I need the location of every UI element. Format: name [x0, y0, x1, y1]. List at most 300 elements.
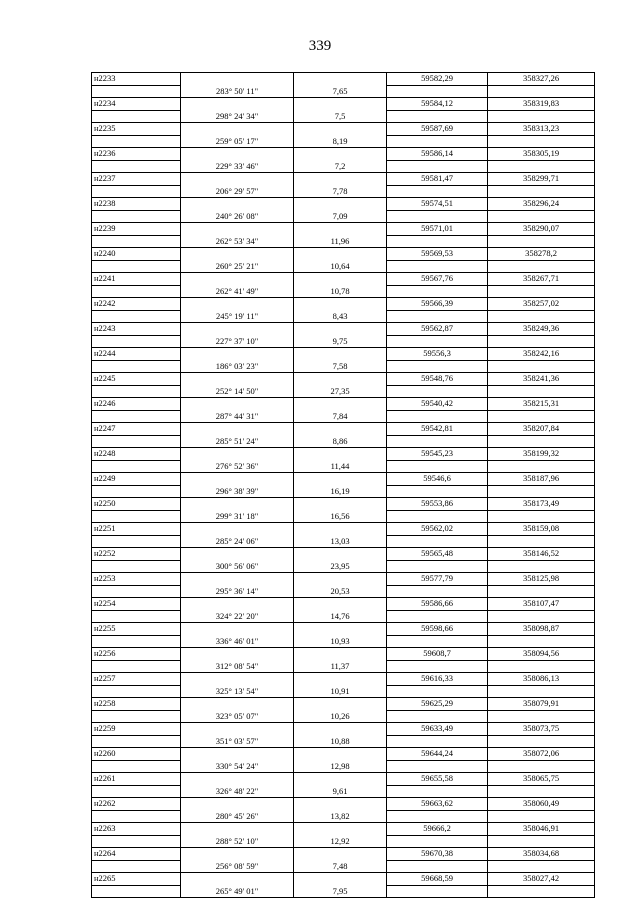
segment-length: 10,91 — [294, 685, 387, 698]
point-name: н2247 — [92, 423, 181, 436]
empty-cell — [488, 560, 595, 573]
segment-length: 7,2 — [294, 160, 387, 173]
segment-length: 12,92 — [294, 835, 387, 848]
segment-length: 7,58 — [294, 360, 387, 373]
coord-x: 59625,29 — [387, 698, 488, 711]
empty-cell — [181, 648, 294, 661]
empty-cell — [488, 110, 595, 123]
empty-cell — [294, 523, 387, 536]
point-row — [92, 798, 595, 811]
empty-cell — [387, 885, 488, 898]
coord-y: 358173,49 — [488, 498, 595, 511]
empty-cell — [387, 860, 488, 873]
point-name: н2239 — [92, 223, 181, 236]
segment-length: 8,86 — [294, 435, 387, 448]
empty-cell — [387, 285, 488, 298]
segment-angle: 351° 03' 57" — [181, 735, 294, 748]
segment-length: 11,96 — [294, 235, 387, 248]
segment-row — [92, 685, 595, 698]
empty-cell — [294, 823, 387, 836]
point-name: н2237 — [92, 173, 181, 186]
empty-cell — [181, 748, 294, 761]
coordinates-table — [91, 72, 595, 898]
empty-cell — [488, 835, 595, 848]
segment-length: 8,43 — [294, 310, 387, 323]
empty-cell — [181, 448, 294, 461]
segment-row — [92, 460, 595, 473]
segment-angle: 240° 26' 08" — [181, 210, 294, 223]
segment-row — [92, 710, 595, 723]
segment-row — [92, 385, 595, 398]
segment-row — [92, 585, 595, 598]
empty-cell — [294, 548, 387, 561]
empty-cell — [387, 735, 488, 748]
point-name: н2243 — [92, 323, 181, 336]
empty-cell — [92, 360, 181, 373]
empty-cell — [294, 373, 387, 386]
empty-cell — [92, 760, 181, 773]
empty-cell — [294, 723, 387, 736]
segment-length: 23,95 — [294, 560, 387, 573]
segment-row — [92, 135, 595, 148]
point-row — [92, 573, 595, 586]
coord-y: 358305,19 — [488, 148, 595, 161]
point-name: н2252 — [92, 548, 181, 561]
empty-cell — [294, 273, 387, 286]
segment-row — [92, 185, 595, 198]
point-name: н2260 — [92, 748, 181, 761]
empty-cell — [488, 385, 595, 398]
empty-cell — [92, 560, 181, 573]
empty-cell — [181, 773, 294, 786]
empty-cell — [294, 573, 387, 586]
segment-row — [92, 510, 595, 523]
empty-cell — [387, 510, 488, 523]
segment-row — [92, 360, 595, 373]
point-name: н2250 — [92, 498, 181, 511]
empty-cell — [488, 335, 595, 348]
segment-angle: 186° 03' 23" — [181, 360, 294, 373]
segment-angle: 326° 48' 22" — [181, 785, 294, 798]
segment-length: 10,26 — [294, 710, 387, 723]
empty-cell — [181, 173, 294, 186]
empty-cell — [387, 610, 488, 623]
coord-y: 358215,31 — [488, 398, 595, 411]
empty-cell — [181, 573, 294, 586]
coord-x: 59553,86 — [387, 498, 488, 511]
coord-y: 358072,06 — [488, 748, 595, 761]
segment-length: 13,82 — [294, 810, 387, 823]
point-row — [92, 648, 595, 661]
coord-y: 358125,98 — [488, 573, 595, 586]
empty-cell — [488, 585, 595, 598]
empty-cell — [488, 410, 595, 423]
empty-cell — [387, 810, 488, 823]
empty-cell — [488, 735, 595, 748]
coord-y: 358034,68 — [488, 848, 595, 861]
empty-cell — [92, 860, 181, 873]
coord-y: 358060,49 — [488, 798, 595, 811]
coord-y: 358267,71 — [488, 273, 595, 286]
coord-x: 59586,66 — [387, 598, 488, 611]
point-name: н2263 — [92, 823, 181, 836]
segment-length: 7,5 — [294, 110, 387, 123]
segment-row — [92, 785, 595, 798]
empty-cell — [387, 760, 488, 773]
empty-cell — [92, 335, 181, 348]
point-name: н2248 — [92, 448, 181, 461]
coord-x: 59644,24 — [387, 748, 488, 761]
empty-cell — [488, 285, 595, 298]
point-row — [92, 298, 595, 311]
empty-cell — [387, 635, 488, 648]
coord-y: 358073,75 — [488, 723, 595, 736]
coord-x: 59582,29 — [387, 73, 488, 86]
empty-cell — [387, 360, 488, 373]
segment-length: 16,56 — [294, 510, 387, 523]
empty-cell — [387, 235, 488, 248]
empty-cell — [294, 348, 387, 361]
empty-cell — [181, 498, 294, 511]
point-name: н2256 — [92, 648, 181, 661]
empty-cell — [387, 85, 488, 98]
segment-row — [92, 85, 595, 98]
point-row — [92, 398, 595, 411]
point-row — [92, 123, 595, 136]
point-row — [92, 673, 595, 686]
empty-cell — [92, 135, 181, 148]
coord-x: 59562,02 — [387, 523, 488, 536]
coord-y: 358079,91 — [488, 698, 595, 711]
empty-cell — [181, 823, 294, 836]
empty-cell — [181, 873, 294, 886]
empty-cell — [294, 848, 387, 861]
segment-length: 11,37 — [294, 660, 387, 673]
empty-cell — [92, 435, 181, 448]
coord-x: 59584,12 — [387, 98, 488, 111]
empty-cell — [181, 698, 294, 711]
empty-cell — [92, 310, 181, 323]
coord-y: 358098,87 — [488, 623, 595, 636]
empty-cell — [488, 435, 595, 448]
page-number: 339 — [308, 38, 332, 54]
point-name: н2254 — [92, 598, 181, 611]
coord-y: 358159,08 — [488, 523, 595, 536]
empty-cell — [387, 785, 488, 798]
segment-angle: 285° 24' 06" — [181, 535, 294, 548]
coord-x: 59633,49 — [387, 723, 488, 736]
point-row — [92, 223, 595, 236]
segment-length: 10,64 — [294, 260, 387, 273]
segment-row — [92, 810, 595, 823]
coord-y: 358313,23 — [488, 123, 595, 136]
point-row — [92, 98, 595, 111]
coord-x: 59581,47 — [387, 173, 488, 186]
segment-angle: 312° 08' 54" — [181, 660, 294, 673]
segment-length: 12,98 — [294, 760, 387, 773]
coord-x: 59545,23 — [387, 448, 488, 461]
empty-cell — [181, 98, 294, 111]
segment-angle: 336° 46' 01" — [181, 635, 294, 648]
empty-cell — [387, 160, 488, 173]
segment-row — [92, 210, 595, 223]
coord-y: 358107,47 — [488, 598, 595, 611]
empty-cell — [181, 348, 294, 361]
segment-angle: 288° 52' 10" — [181, 835, 294, 848]
segment-row — [92, 560, 595, 573]
segment-length: 11,44 — [294, 460, 387, 473]
coord-x: 59616,33 — [387, 673, 488, 686]
segment-angle: 325° 13' 54" — [181, 685, 294, 698]
segment-row — [92, 535, 595, 548]
point-row — [92, 523, 595, 536]
segment-angle: 276° 52' 36" — [181, 460, 294, 473]
empty-cell — [488, 135, 595, 148]
empty-cell — [181, 273, 294, 286]
segment-row — [92, 660, 595, 673]
coord-x: 59668,59 — [387, 873, 488, 886]
table-body — [92, 73, 595, 898]
point-row — [92, 423, 595, 436]
empty-cell — [92, 660, 181, 673]
segment-angle: 206° 29' 57" — [181, 185, 294, 198]
empty-cell — [294, 648, 387, 661]
segment-angle: 300° 56' 06" — [181, 560, 294, 573]
point-name: н2258 — [92, 698, 181, 711]
segment-row — [92, 110, 595, 123]
empty-cell — [181, 248, 294, 261]
empty-cell — [294, 498, 387, 511]
point-row — [92, 698, 595, 711]
point-row — [92, 273, 595, 286]
coord-y: 358146,52 — [488, 548, 595, 561]
segment-angle: 287° 44' 31" — [181, 410, 294, 423]
coord-y: 358327,26 — [488, 73, 595, 86]
coord-y: 358199,32 — [488, 448, 595, 461]
empty-cell — [488, 860, 595, 873]
segment-length: 10,78 — [294, 285, 387, 298]
empty-cell — [488, 185, 595, 198]
empty-cell — [92, 685, 181, 698]
empty-cell — [181, 223, 294, 236]
empty-cell — [181, 373, 294, 386]
segment-length: 9,75 — [294, 335, 387, 348]
coord-y: 358046,91 — [488, 823, 595, 836]
coord-y: 358241,36 — [488, 373, 595, 386]
point-row — [92, 848, 595, 861]
coord-x: 59556,3 — [387, 348, 488, 361]
coord-y: 358187,96 — [488, 473, 595, 486]
empty-cell — [294, 623, 387, 636]
coord-x: 59540,42 — [387, 398, 488, 411]
point-row — [92, 873, 595, 886]
segment-length: 7,84 — [294, 410, 387, 423]
empty-cell — [488, 885, 595, 898]
point-name: н2265 — [92, 873, 181, 886]
empty-cell — [294, 198, 387, 211]
empty-cell — [488, 710, 595, 723]
point-row — [92, 373, 595, 386]
segment-length: 9,61 — [294, 785, 387, 798]
empty-cell — [92, 635, 181, 648]
empty-cell — [181, 73, 294, 86]
empty-cell — [387, 835, 488, 848]
segment-row — [92, 885, 595, 898]
empty-cell — [92, 535, 181, 548]
empty-cell — [387, 535, 488, 548]
coord-x: 59577,79 — [387, 573, 488, 586]
empty-cell — [294, 873, 387, 886]
coord-x: 59542,81 — [387, 423, 488, 436]
point-name: н2249 — [92, 473, 181, 486]
empty-cell — [387, 110, 488, 123]
empty-cell — [387, 385, 488, 398]
empty-cell — [387, 310, 488, 323]
point-row — [92, 773, 595, 786]
empty-cell — [488, 685, 595, 698]
empty-cell — [181, 198, 294, 211]
coord-x: 59663,62 — [387, 798, 488, 811]
segment-length: 8,19 — [294, 135, 387, 148]
empty-cell — [92, 410, 181, 423]
empty-cell — [92, 185, 181, 198]
point-name: н2259 — [92, 723, 181, 736]
empty-cell — [294, 148, 387, 161]
point-name: н2264 — [92, 848, 181, 861]
empty-cell — [488, 260, 595, 273]
empty-cell — [387, 210, 488, 223]
segment-length: 16,19 — [294, 485, 387, 498]
point-row — [92, 173, 595, 186]
segment-length: 14,76 — [294, 610, 387, 623]
point-name: н2242 — [92, 298, 181, 311]
empty-cell — [92, 160, 181, 173]
empty-cell — [92, 585, 181, 598]
empty-cell — [92, 385, 181, 398]
point-name: н2234 — [92, 98, 181, 111]
segment-row — [92, 485, 595, 498]
empty-cell — [92, 735, 181, 748]
empty-cell — [387, 335, 488, 348]
point-row — [92, 448, 595, 461]
empty-cell — [294, 423, 387, 436]
segment-row — [92, 160, 595, 173]
segment-length: 13,03 — [294, 535, 387, 548]
empty-cell — [181, 473, 294, 486]
empty-cell — [488, 85, 595, 98]
empty-cell — [294, 123, 387, 136]
segment-angle: 296° 38' 39" — [181, 485, 294, 498]
segment-angle: 262° 41' 49" — [181, 285, 294, 298]
empty-cell — [488, 485, 595, 498]
empty-cell — [387, 710, 488, 723]
point-row — [92, 748, 595, 761]
empty-cell — [294, 248, 387, 261]
coord-x: 59586,14 — [387, 148, 488, 161]
coord-x: 59655,58 — [387, 773, 488, 786]
empty-cell — [92, 610, 181, 623]
empty-cell — [181, 398, 294, 411]
coord-y: 358027,42 — [488, 873, 595, 886]
point-name: н2262 — [92, 798, 181, 811]
empty-cell — [294, 98, 387, 111]
empty-cell — [488, 360, 595, 373]
point-row — [92, 198, 595, 211]
empty-cell — [92, 285, 181, 298]
segment-length: 7,09 — [294, 210, 387, 223]
empty-cell — [181, 523, 294, 536]
empty-cell — [181, 623, 294, 636]
empty-cell — [294, 298, 387, 311]
empty-cell — [488, 535, 595, 548]
empty-cell — [92, 235, 181, 248]
empty-cell — [387, 560, 488, 573]
point-row — [92, 148, 595, 161]
segment-row — [92, 835, 595, 848]
coord-y: 358296,24 — [488, 198, 595, 211]
segment-row — [92, 760, 595, 773]
segment-length: 7,95 — [294, 885, 387, 898]
segment-length: 7,78 — [294, 185, 387, 198]
point-row — [92, 73, 595, 86]
empty-cell — [92, 835, 181, 848]
point-name: н2235 — [92, 123, 181, 136]
point-row — [92, 598, 595, 611]
coord-y: 358094,56 — [488, 648, 595, 661]
empty-cell — [92, 85, 181, 98]
point-row — [92, 723, 595, 736]
segment-angle: 330° 54' 24" — [181, 760, 294, 773]
segment-angle: 262° 53' 34" — [181, 235, 294, 248]
empty-cell — [387, 460, 488, 473]
coord-x: 59608,7 — [387, 648, 488, 661]
coord-x: 59666,2 — [387, 823, 488, 836]
empty-cell — [387, 485, 488, 498]
empty-cell — [181, 298, 294, 311]
coord-x: 59670,38 — [387, 848, 488, 861]
coord-y: 358319,83 — [488, 98, 595, 111]
empty-cell — [294, 748, 387, 761]
segment-angle: 299° 31' 18" — [181, 510, 294, 523]
point-row — [92, 323, 595, 336]
point-row — [92, 473, 595, 486]
empty-cell — [294, 448, 387, 461]
segment-angle: 252° 14' 50" — [181, 385, 294, 398]
empty-cell — [488, 510, 595, 523]
segment-angle: 259° 05' 17" — [181, 135, 294, 148]
segment-angle: 323° 05' 07" — [181, 710, 294, 723]
segment-row — [92, 410, 595, 423]
coord-x: 59548,76 — [387, 373, 488, 386]
empty-cell — [294, 398, 387, 411]
point-name: н2244 — [92, 348, 181, 361]
coord-x: 59587,69 — [387, 123, 488, 136]
point-row — [92, 248, 595, 261]
empty-cell — [294, 598, 387, 611]
empty-cell — [387, 135, 488, 148]
coord-x: 59562,87 — [387, 323, 488, 336]
empty-cell — [92, 785, 181, 798]
point-name: н2251 — [92, 523, 181, 536]
segment-row — [92, 435, 595, 448]
point-name: н2233 — [92, 73, 181, 86]
point-name: н2246 — [92, 398, 181, 411]
empty-cell — [387, 435, 488, 448]
segment-angle: 256° 08' 59" — [181, 860, 294, 873]
segment-row — [92, 310, 595, 323]
empty-cell — [181, 598, 294, 611]
empty-cell — [181, 848, 294, 861]
